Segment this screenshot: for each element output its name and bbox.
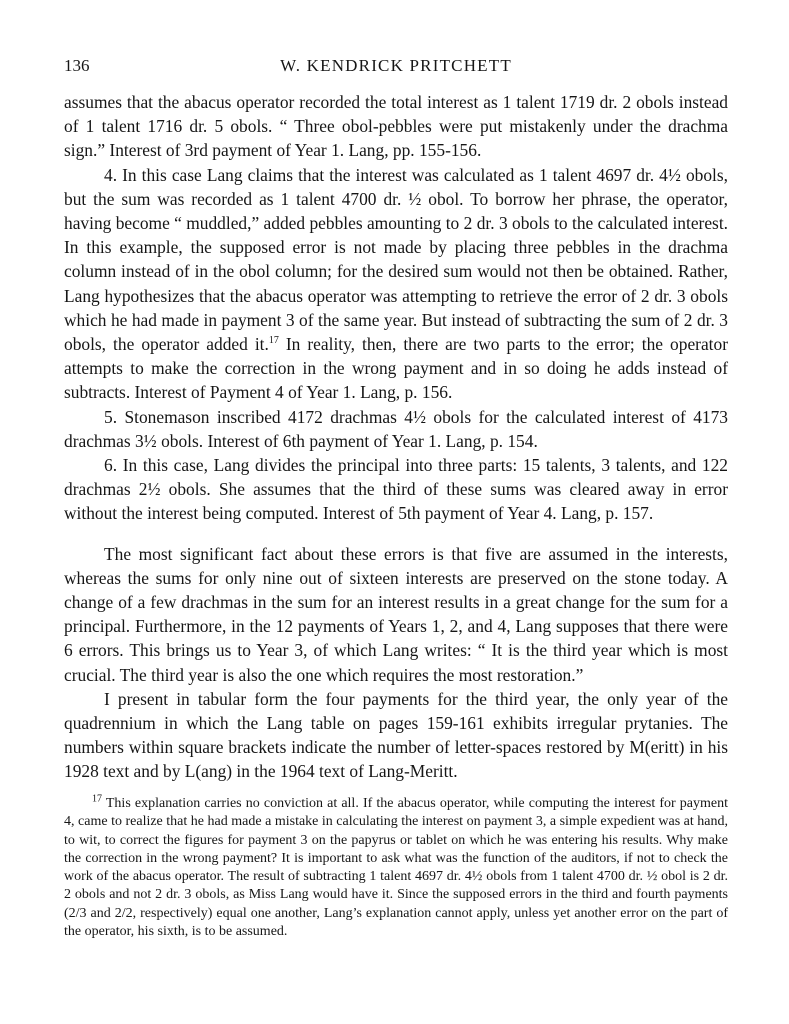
body-text bbox=[64, 90, 728, 784]
paragraph-item-5: 5. Stonemason inscribed 4172 drachmas 4½ obols for the calculated interest of 4173 drachmas 3½ obols. Interest of 6th payment of Year 1. Lang, p. 154. bbox=[64, 406, 728, 451]
paragraph-significant-fact: The most significant fact about these errors is that five are assumed in the interests, whereas the sums for only nine out of sixteen interests are preserved on the stone today. A change of a few drachmas in the sum for an interest results in a great change for the sum for a principal. Furthermore, in the 12 payments of Years 1, 2, and 4, Lang supposes that there were 6 errors. This brings us to Year 3, of which Lang writes: “ It is the third year which is most crucial. The third year is also the one which requires the most restoration.” bbox=[64, 543, 728, 685]
footnote-17 bbox=[64, 795, 728, 941]
paragraph-item-4-text-cont: In reality, then, there are two parts to the error; the operator attempts to make the correction in the wrong payment and in so doing he adds instead of subtracts. Interest of Payment 4 of Year 1. Lang, p. 156. bbox=[64, 334, 728, 403]
running-head: W. KENDRICK PRITCHETT bbox=[280, 56, 512, 75]
footnote-text: This explanation carries no conviction at all. If the abacus operator, while computing the interest for payment 4, came to realize that he had made a mistake in calculating the interest on payment 3, a simple expedient was at hand, to wit, to correct the figures for payment 3 on the papyrus or tablet on which he was entering his results. Why make the correction in the wrong payment? It is important to ask what was the function of the auditors, if not to check the work of the abacus operator. The result of subtracting 1 talent 4697 dr. 4½ obols from 1 talent 4700 dr. ½ obol is 2 dr. 2 obols and not 2 dr. 3 obols, as Miss Lang would have it. Since the supposed errors in the third and fourth payments (2/3 and 2/2, respectively) equal one another, Lang’s explanation cannot apply, unless yet another error on the part of the operator, his sixth, is to be assumed. bbox=[64, 796, 728, 940]
footnote-marker: 17 bbox=[92, 793, 102, 805]
paragraph-item-4 bbox=[64, 163, 728, 405]
paragraph-item-6: 6. In this case, Lang divides the principal into three parts: 15 talents, 3 talents, and 122 drachmas 2½ obols. She assumes that the third of these sums was cleared away in error without the interest being computed. Interest of 5th payment of Year 4. Lang, p. 157. bbox=[64, 455, 728, 524]
footnotes bbox=[64, 795, 728, 941]
paragraph-tabular-intro: I present in tabular form the four payments for the third year, the only year of the quadrennium in which the Lang table on pages 159-161 exhibits irregular prytanies. The numbers within square brackets indicate the number of letter-spaces restored by M(eritt) in his 1928 text and by L(ang) in the 1964 text of Lang-Meritt. bbox=[64, 688, 728, 782]
footnote-reference: 17 bbox=[268, 335, 279, 347]
paragraph-continuation: assumes that the abacus operator recorded the total interest as 1 talent 1719 dr. 2 obols instead of 1 talent 1716 dr. 5 obols. “ Three obol-pebbles were put mistakenly under the drachma sign.” Interest of 3rd payment of Year 1. Lang, pp. 155-156. bbox=[64, 92, 728, 161]
paragraph-item-4-text: 4. In this case Lang claims that the interest was calculated as 1 talent 4697 dr. 4½ obols, but the sum was recorded as 1 talent 4700 dr. ½ obol. To borrow her phrase, the operator, having become “ muddled,” added pebbles amounting to 2 dr. 3 obols to the calculated interest. In this example, the supposed error is not made by placing three pebbles in the drachma column instead of in the obol column; for the desired sum would not then be obtained. Rather, Lang hypothesizes that the abacus operator was attempting to retrieve the error of 2 dr. 3 obols which he had made in payment 3 of the same year. But instead of subtracting the sum of 2 dr. 3 obols, the operator added it. bbox=[64, 164, 728, 355]
page-header bbox=[64, 56, 728, 80]
page-number: 136 bbox=[64, 56, 90, 75]
